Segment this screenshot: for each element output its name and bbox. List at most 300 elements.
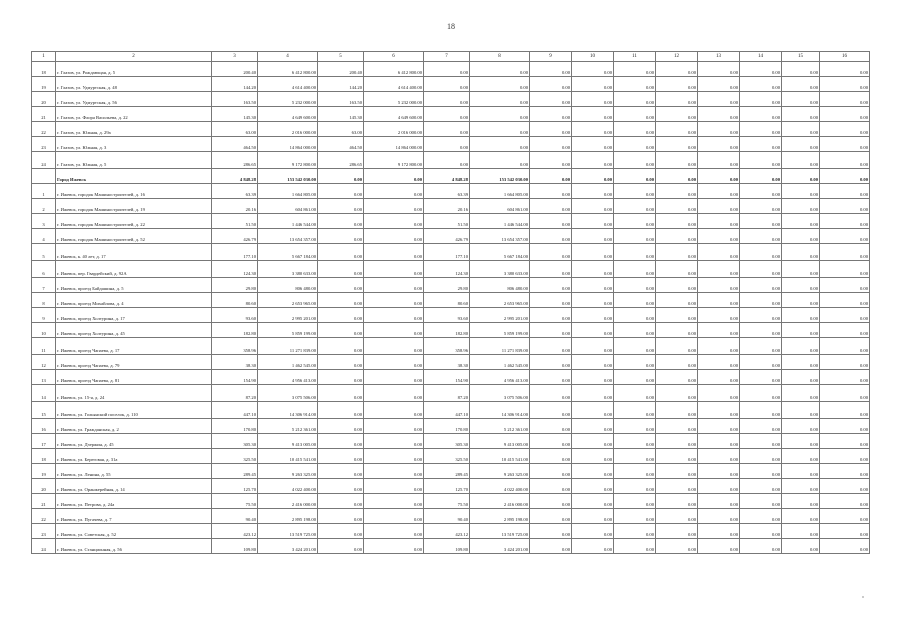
value-cell: 0.00 [364, 524, 424, 539]
value-cell: 0.00 [698, 229, 740, 244]
value-cell: 0.00 [318, 434, 364, 449]
value-cell: 0.00 [530, 152, 572, 169]
value-cell: 0.00 [364, 464, 424, 479]
value-cell: 0.00 [530, 137, 572, 152]
value-cell: 0.00 [614, 449, 656, 464]
value-cell: 0.00 [572, 524, 614, 539]
value-cell: 5 232 000.00 [364, 92, 424, 107]
value-cell: 0.00 [656, 122, 698, 137]
value-cell: 0.00 [740, 370, 782, 385]
value-cell: 0.00 [698, 62, 740, 77]
value-cell: 0.00 [572, 464, 614, 479]
table-row [32, 137, 870, 152]
value-cell: 0.00 [740, 278, 782, 293]
value-cell: 0.00 [698, 338, 740, 355]
table-row [32, 370, 870, 385]
value-cell: 0.00 [782, 509, 820, 524]
value-cell: 0.00 [614, 419, 656, 434]
value-cell: 0.00 [740, 539, 782, 554]
value-cell: 0.00 [530, 261, 572, 278]
value-cell: 0.00 [614, 524, 656, 539]
value-cell: 0.00 [698, 107, 740, 122]
value-cell: 5 212 361.00 [470, 419, 530, 434]
value-cell: 358.96 [424, 338, 470, 355]
value-cell: 0.00 [820, 261, 870, 278]
value-cell: 286.65 [318, 152, 364, 169]
row-index-cell: 24 [32, 539, 56, 554]
row-index-cell: 13 [32, 370, 56, 385]
table-row [32, 293, 870, 308]
value-cell: 0.00 [820, 278, 870, 293]
value-cell: 182.80 [212, 323, 258, 338]
value-cell: 0.00 [572, 77, 614, 92]
value-cell: 0.00 [782, 229, 820, 244]
value-cell: 0.00 [740, 92, 782, 107]
housing-register-table [31, 51, 870, 554]
value-cell: 2 416 000.00 [258, 494, 318, 509]
value-cell: 0.00 [614, 152, 656, 169]
column-number: 2 [56, 52, 212, 62]
value-cell: 0.00 [656, 278, 698, 293]
value-cell: 0.00 [572, 244, 614, 261]
value-cell: 2 016 000.00 [258, 122, 318, 137]
value-cell: 9 413 005.00 [258, 434, 318, 449]
value-cell: 63.39 [212, 184, 258, 199]
value-cell: 0.00 [318, 464, 364, 479]
value-cell: 154.90 [424, 370, 470, 385]
value-cell: 0.00 [614, 370, 656, 385]
table-row [32, 199, 870, 214]
value-cell: 13 519 725.00 [470, 524, 530, 539]
table-row [32, 524, 870, 539]
value-cell: 0.00 [364, 261, 424, 278]
value-cell: 0.00 [364, 355, 424, 370]
value-cell: 0.00 [572, 494, 614, 509]
value-cell: 0.00 [698, 184, 740, 199]
table-row [32, 509, 870, 524]
value-cell: 806 480.00 [470, 278, 530, 293]
value-cell: 0.00 [656, 137, 698, 152]
address-cell: г. Ижевск, ул. Советская, д. 52 [56, 524, 212, 539]
address-cell: г. Глазов, ул. Южная, д. 29а [56, 122, 212, 137]
address-cell: г. Ижевск, городок Машиностроителей, д. 52 [56, 229, 212, 244]
row-index-cell: 10 [32, 323, 56, 338]
value-cell: 0.00 [782, 479, 820, 494]
value-cell: 6 412 800.00 [364, 62, 424, 77]
value-cell: 358.96 [212, 338, 258, 355]
value-cell: 0.00 [470, 62, 530, 77]
value-cell: 0.00 [572, 137, 614, 152]
value-cell: 93.60 [212, 308, 258, 323]
value-cell: 0.00 [820, 107, 870, 122]
value-cell: 806 480.00 [258, 278, 318, 293]
value-cell: 14 306 914.00 [258, 402, 318, 419]
value-cell: 0.00 [698, 293, 740, 308]
value-cell: 0.00 [364, 479, 424, 494]
value-cell: 2 016 000.00 [364, 122, 424, 137]
value-cell: 0.00 [656, 539, 698, 554]
value-cell: 0.00 [740, 199, 782, 214]
value-cell: 0.00 [698, 479, 740, 494]
value-cell: 0.00 [318, 449, 364, 464]
value-cell: 1 462 545.00 [470, 355, 530, 370]
value-cell: 305.30 [424, 434, 470, 449]
value-cell: 4 614 400.00 [258, 77, 318, 92]
value-cell: 0.00 [740, 244, 782, 261]
value-cell: 0.00 [424, 122, 470, 137]
value-cell: 0.00 [530, 92, 572, 107]
value-cell: 2 416 000.00 [470, 494, 530, 509]
column-number: 14 [740, 52, 782, 62]
value-cell: 0.00 [572, 92, 614, 107]
value-cell: 0.00 [318, 494, 364, 509]
row-index-cell: 5 [32, 244, 56, 261]
row-index-cell: 4 [32, 229, 56, 244]
value-cell: 0.00 [572, 107, 614, 122]
table-row [32, 62, 870, 77]
value-cell: 0.00 [572, 122, 614, 137]
value-cell: 0.00 [740, 308, 782, 323]
value-cell: 0.00 [698, 385, 740, 402]
value-cell: 5 667 184.00 [258, 244, 318, 261]
value-cell: 0.00 [740, 479, 782, 494]
value-cell: 38.30 [424, 355, 470, 370]
table-row [32, 278, 870, 293]
value-cell: 0.00 [740, 338, 782, 355]
value-cell: 0.00 [530, 122, 572, 137]
row-index-cell: 1 [32, 184, 56, 199]
value-cell: 0.00 [740, 261, 782, 278]
row-index-cell: 6 [32, 261, 56, 278]
value-cell: 0.00 [530, 278, 572, 293]
value-cell: 0.00 [820, 184, 870, 199]
value-cell: 170.80 [424, 419, 470, 434]
value-cell: 0.00 [530, 199, 572, 214]
value-cell: 3 075 506.00 [258, 385, 318, 402]
value-cell: 0.00 [364, 370, 424, 385]
value-cell: 0.00 [572, 261, 614, 278]
value-cell: 0.00 [364, 385, 424, 402]
value-cell: 0.00 [820, 434, 870, 449]
value-cell: 0.00 [656, 169, 698, 184]
row-index-cell: 22 [32, 509, 56, 524]
value-cell: 0.00 [530, 77, 572, 92]
value-cell: 0.00 [318, 355, 364, 370]
address-cell: г. Ижевск, ул. Пугачева, д. 7 [56, 509, 212, 524]
value-cell: 0.00 [820, 323, 870, 338]
column-number: 8 [470, 52, 530, 62]
row-index-cell: 16 [32, 419, 56, 434]
value-cell: 0.00 [614, 308, 656, 323]
value-cell: 0.00 [698, 308, 740, 323]
value-cell: 0.00 [530, 524, 572, 539]
value-cell: 0.00 [364, 402, 424, 419]
value-cell: 0.00 [364, 184, 424, 199]
value-cell: 125.70 [424, 479, 470, 494]
value-cell: 13 519 725.00 [258, 524, 318, 539]
value-cell: 200.40 [318, 62, 364, 77]
value-cell: 0.00 [656, 214, 698, 229]
value-cell: 10 415 541.00 [258, 449, 318, 464]
value-cell: 0.00 [820, 464, 870, 479]
value-cell: 0.00 [572, 385, 614, 402]
value-cell: 0.00 [740, 184, 782, 199]
address-cell: г. Глазов, ул. Удмуртская, д. 56 [56, 92, 212, 107]
value-cell: 325.50 [212, 449, 258, 464]
address-cell: г. Ижевск, ул. Ленина, д. 55 [56, 464, 212, 479]
value-cell: 0.00 [530, 449, 572, 464]
value-cell: 0.00 [530, 402, 572, 419]
value-cell: 0.00 [740, 494, 782, 509]
value-cell: 0.00 [698, 370, 740, 385]
value-cell: 0.00 [424, 107, 470, 122]
value-cell: 4 022 400.00 [258, 479, 318, 494]
value-cell: 0.00 [530, 509, 572, 524]
value-cell: 5 859 199.00 [470, 323, 530, 338]
value-cell: 0.00 [656, 355, 698, 370]
value-cell: 0.00 [698, 434, 740, 449]
value-cell: 0.00 [656, 323, 698, 338]
value-cell: 9 263 325.00 [258, 464, 318, 479]
value-cell: 2 653 965.00 [470, 293, 530, 308]
value-cell: 29.80 [424, 278, 470, 293]
value-cell: 0.00 [782, 494, 820, 509]
value-cell: 0.00 [364, 199, 424, 214]
value-cell: 0.00 [820, 199, 870, 214]
value-cell: 0.00 [656, 419, 698, 434]
value-cell: 0.00 [364, 278, 424, 293]
value-cell: 604 861.00 [470, 199, 530, 214]
value-cell: 0.00 [318, 323, 364, 338]
value-cell: 5 212 361.00 [258, 419, 318, 434]
value-cell: 87.20 [424, 385, 470, 402]
value-cell: 0.00 [318, 278, 364, 293]
row-index-cell: 11 [32, 338, 56, 355]
value-cell: 604 861.00 [258, 199, 318, 214]
value-cell: 0.00 [740, 62, 782, 77]
value-cell: 0.00 [740, 402, 782, 419]
value-cell: 0.00 [740, 509, 782, 524]
value-cell: 305.30 [212, 434, 258, 449]
value-cell: 0.00 [698, 169, 740, 184]
value-cell: 0.00 [572, 434, 614, 449]
value-cell: 124.30 [212, 261, 258, 278]
value-cell: 0.00 [740, 323, 782, 338]
value-cell: 0.00 [782, 244, 820, 261]
value-cell: 0.00 [656, 184, 698, 199]
value-cell: 3 424 201.00 [470, 539, 530, 554]
value-cell: 0.00 [820, 152, 870, 169]
value-cell: 0.00 [614, 338, 656, 355]
value-cell: 0.00 [318, 229, 364, 244]
value-cell: 0.00 [698, 323, 740, 338]
value-cell: 0.00 [782, 62, 820, 77]
value-cell: 0.00 [740, 122, 782, 137]
value-cell: 0.00 [614, 355, 656, 370]
value-cell: 0.00 [740, 449, 782, 464]
column-number: 3 [212, 52, 258, 62]
table-row [32, 107, 870, 122]
value-cell: 177.10 [424, 244, 470, 261]
value-cell: 75.50 [212, 494, 258, 509]
value-cell: 0.00 [740, 229, 782, 244]
value-cell: 0.00 [318, 244, 364, 261]
value-cell: 0.00 [656, 479, 698, 494]
address-cell: г. Ижевск, пер. Гвардейский, д. 92А [56, 261, 212, 278]
value-cell: 0.00 [614, 434, 656, 449]
value-cell: 0.00 [820, 494, 870, 509]
row-index-cell: 23 [32, 137, 56, 152]
value-cell: 38.30 [212, 355, 258, 370]
value-cell: 447.10 [424, 402, 470, 419]
value-cell: 0.00 [614, 464, 656, 479]
table-row [32, 229, 870, 244]
column-number: 9 [530, 52, 572, 62]
subtotal-row [32, 169, 870, 184]
value-cell: 0.00 [698, 92, 740, 107]
row-index-cell: 21 [32, 494, 56, 509]
value-cell: 0.00 [614, 214, 656, 229]
row-index-cell: 2 [32, 199, 56, 214]
value-cell: 0.00 [820, 92, 870, 107]
row-index-cell: 12 [32, 355, 56, 370]
value-cell: 0.00 [530, 293, 572, 308]
value-cell: 0.00 [318, 261, 364, 278]
value-cell: 0.00 [318, 169, 364, 184]
value-cell: 0.00 [614, 278, 656, 293]
address-cell: г. Ижевск, проезд Холтурина, д. 17 [56, 308, 212, 323]
value-cell: 0.00 [572, 152, 614, 169]
value-cell: 0.00 [820, 137, 870, 152]
value-cell: 0.00 [820, 355, 870, 370]
value-cell: 0.00 [364, 449, 424, 464]
value-cell: 0.00 [656, 152, 698, 169]
table-row [32, 479, 870, 494]
value-cell: 0.00 [530, 385, 572, 402]
address-cell: г. Ижевск, ул. Береговая, д. 31а [56, 449, 212, 464]
scan-speck [862, 596, 864, 598]
register-body [32, 52, 870, 554]
value-cell: 14 864 000.00 [364, 137, 424, 152]
value-cell: 0.00 [470, 122, 530, 137]
value-cell: 4 956 413.00 [258, 370, 318, 385]
address-cell: г. Ижевск, городок Машиностроителей, д. 19 [56, 199, 212, 214]
value-cell: 0.00 [820, 214, 870, 229]
value-cell: 0.00 [364, 244, 424, 261]
value-cell: 4 848.28 [212, 169, 258, 184]
row-index-cell [32, 169, 56, 184]
value-cell: 0.00 [740, 137, 782, 152]
value-cell: 0.00 [698, 524, 740, 539]
value-cell: 80.60 [424, 293, 470, 308]
value-cell: 0.00 [820, 509, 870, 524]
table-row [32, 92, 870, 107]
table-row [32, 122, 870, 137]
value-cell: 13 654 357.00 [258, 229, 318, 244]
value-cell: 0.00 [656, 524, 698, 539]
value-cell: 0.00 [614, 92, 656, 107]
value-cell: 0.00 [572, 539, 614, 554]
value-cell: 90.40 [424, 509, 470, 524]
value-cell: 4 848.28 [424, 169, 470, 184]
row-index-cell: 18 [32, 62, 56, 77]
value-cell: 0.00 [614, 77, 656, 92]
value-cell: 0.00 [572, 214, 614, 229]
value-cell: 163.50 [318, 92, 364, 107]
table-row [32, 214, 870, 229]
value-cell: 0.00 [782, 419, 820, 434]
value-cell: 0.00 [530, 62, 572, 77]
value-cell: 0.00 [364, 169, 424, 184]
value-cell: 0.00 [470, 137, 530, 152]
table-row [32, 338, 870, 355]
value-cell: 0.00 [698, 419, 740, 434]
value-cell: 0.00 [614, 509, 656, 524]
value-cell: 1 462 545.00 [258, 355, 318, 370]
value-cell: 0.00 [782, 402, 820, 419]
address-cell: г. Глазов, ул. Удмуртская, д. 48 [56, 77, 212, 92]
table-row [32, 464, 870, 479]
value-cell: 0.00 [740, 169, 782, 184]
value-cell: 0.00 [530, 370, 572, 385]
value-cell: 0.00 [698, 355, 740, 370]
value-cell: 0.00 [656, 449, 698, 464]
column-number: 4 [258, 52, 318, 62]
value-cell: 0.00 [364, 434, 424, 449]
value-cell: 0.00 [782, 293, 820, 308]
value-cell: 0.00 [614, 494, 656, 509]
value-cell: 154.90 [212, 370, 258, 385]
value-cell: 0.00 [364, 509, 424, 524]
value-cell: 0.00 [572, 338, 614, 355]
table-row [32, 261, 870, 278]
row-index-cell: 3 [32, 214, 56, 229]
value-cell: 0.00 [572, 419, 614, 434]
value-cell: 0.00 [656, 92, 698, 107]
value-cell: 0.00 [740, 214, 782, 229]
value-cell: 325.50 [424, 449, 470, 464]
table-row [32, 449, 870, 464]
value-cell: 0.00 [782, 77, 820, 92]
value-cell: 0.00 [656, 385, 698, 402]
value-cell: 0.00 [572, 509, 614, 524]
value-cell: 0.00 [530, 338, 572, 355]
value-cell: 0.00 [530, 419, 572, 434]
value-cell: 63.00 [318, 122, 364, 137]
value-cell: 0.00 [318, 338, 364, 355]
value-cell: 0.00 [614, 199, 656, 214]
value-cell: 0.00 [530, 494, 572, 509]
value-cell: 10 415 541.00 [470, 449, 530, 464]
value-cell: 0.00 [614, 539, 656, 554]
value-cell: 0.00 [614, 229, 656, 244]
table-row [32, 402, 870, 419]
value-cell: 0.00 [698, 244, 740, 261]
value-cell: 0.00 [424, 137, 470, 152]
value-cell: 14 864 000.00 [258, 137, 318, 152]
value-cell: 0.00 [572, 199, 614, 214]
value-cell: 0.00 [318, 524, 364, 539]
value-cell: 426.79 [212, 229, 258, 244]
value-cell: 0.00 [318, 402, 364, 419]
value-cell: 0.00 [614, 244, 656, 261]
value-cell: 286.65 [212, 152, 258, 169]
value-cell: 0.00 [740, 77, 782, 92]
value-cell: 0.00 [740, 293, 782, 308]
value-cell: 0.00 [820, 539, 870, 554]
value-cell: 0.00 [470, 77, 530, 92]
column-number: 1 [32, 52, 56, 62]
